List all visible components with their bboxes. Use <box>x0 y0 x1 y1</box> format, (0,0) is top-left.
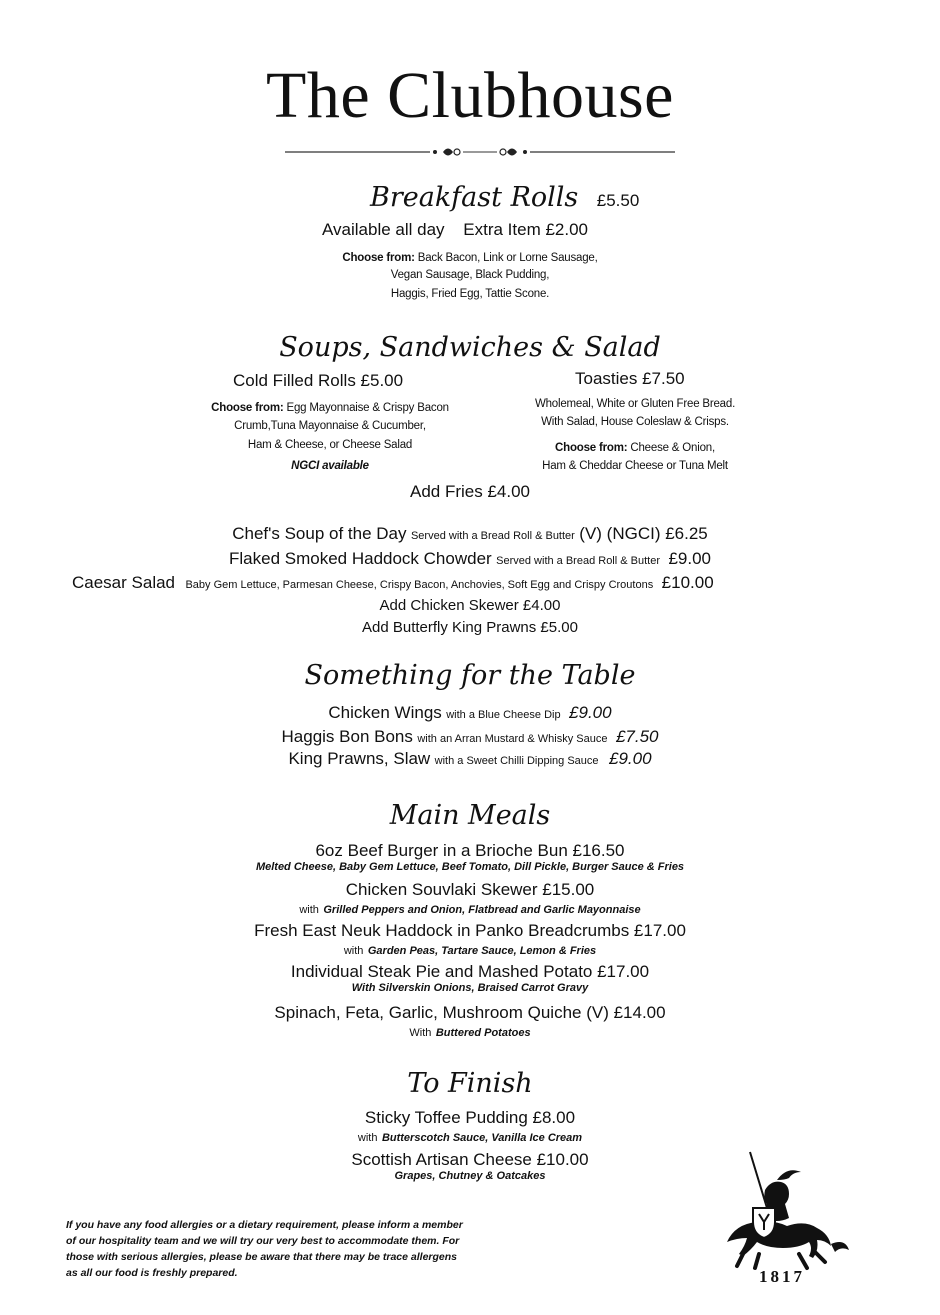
cold-rolls-line3: Ham & Cheese, or Cheese Salad <box>247 439 413 451</box>
knight-logo-icon <box>715 1150 850 1285</box>
cold-rolls-line2: Crumb,Tuna Mayonnaise & Cucumber, <box>234 420 426 432</box>
logo-year: 1817 <box>759 1267 805 1285</box>
dessert-item-name: Scottish Artisan Cheese £10.00 <box>351 1150 589 1169</box>
main-item-name: Chicken Souvlaki Skewer £15.00 <box>345 880 595 899</box>
caesar-name: Caesar Salad <box>72 573 176 592</box>
finish-heading: To Finish <box>407 1068 533 1099</box>
add-fries: Add Fries £4.00 <box>409 482 530 501</box>
table-item: Chicken Wings with a Blue Cheese Dip £9.00 <box>328 703 612 722</box>
caesar-desc: Baby Gem Lettuce, Parmesan Cheese, Crispy Bacon, Anchovies, Soft Egg and Crispy Croutons <box>185 579 654 591</box>
cold-rolls-line1: Choose from: Egg Mayonnaise & Crispy Bacon <box>211 402 449 414</box>
ornamental-divider <box>285 145 675 159</box>
caesar-price: £10.00 <box>661 573 714 592</box>
toasties-line4: Ham & Cheddar Cheese or Tuna Melt <box>542 460 728 472</box>
breakfast-choices-line1: Choose from: Back Bacon, Link or Lorne Sausage, <box>342 252 598 264</box>
mains-heading: Main Meals <box>389 800 551 831</box>
main-item-desc: with Garden Peas, Tartare Sauce, Lemon & Fries <box>343 945 597 957</box>
cold-rolls-title: Cold Filled Rolls £5.00 <box>233 371 404 390</box>
main-item-name: Spinach, Feta, Garlic, Mushroom Quiche (V) £14.00 <box>274 1003 666 1022</box>
toasties-title: Toasties £7.50 <box>575 369 685 388</box>
soup-desc: Served with a Bread Roll & Butter <box>410 530 575 542</box>
main-item-name: Fresh East Neuk Haddock in Panko Breadcrumbs £17.00 <box>254 921 686 940</box>
main-item-desc: With Silverskin Onions, Braised Carrot Gravy <box>351 982 589 994</box>
soup-price: (V) (NGCI) £6.25 <box>579 524 708 543</box>
main-item-desc: With Buttered Potatoes <box>409 1027 531 1039</box>
soup-name: Chef's Soup of the Day <box>232 524 407 543</box>
dessert-item-name: Sticky Toffee Pudding £8.00 <box>364 1108 576 1127</box>
add-chicken: Add Chicken Skewer £4.00 <box>379 597 561 614</box>
table-item: Haggis Bon Bons with an Arran Mustard & Whisky Sauce £7.50 <box>281 727 659 746</box>
main-item-name: 6oz Beef Burger in a Brioche Bun £16.50 <box>315 841 625 860</box>
dessert-item-desc: Grapes, Chutney & Oatcakes <box>394 1170 546 1182</box>
toasties-line2: With Salad, House Coleslaw & Crisps. <box>541 416 729 428</box>
chowder-desc: Served with a Bread Roll & Butter <box>496 555 660 567</box>
caesar-row <box>72 573 714 593</box>
chowder-price: £9.00 <box>668 549 711 568</box>
breakfast-choices-line2: Vegan Sausage, Black Pudding, <box>390 269 550 281</box>
ngci-note: NGCI available <box>291 460 369 472</box>
chowder-row <box>0 549 940 569</box>
breakfast-availability <box>322 220 588 240</box>
breakfast-price: £5.50 <box>596 191 640 210</box>
page-title: The Clubhouse <box>266 59 674 132</box>
choose-from-label: Choose from: <box>342 252 415 264</box>
dessert-item-desc: with Butterscotch Sauce, Vanilla Ice Cream <box>357 1132 583 1144</box>
chowder-name: Flaked Smoked Haddock Chowder <box>229 549 492 568</box>
main-item-desc: with Grilled Peppers and Onion, Flatbread and Garlic Mayonnaise <box>299 904 641 916</box>
add-prawns: Add Butterfly King Prawns £5.00 <box>362 619 578 636</box>
breakfast-available: Available all day <box>322 220 445 239</box>
main-item-name: Individual Steak Pie and Mashed Potato £17.00 <box>290 962 650 981</box>
table-heading: Something for the Table <box>304 660 636 691</box>
breakfast-header <box>370 182 639 213</box>
soup-of-day-row <box>0 524 940 544</box>
soups-heading: Soups, Sandwiches & Salad <box>279 332 661 363</box>
toasties-line3: Choose from: Cheese & Onion, <box>555 442 715 454</box>
table-item: King Prawns, Slaw with a Sweet Chilli Dipping Sauce £9.00 <box>288 749 652 768</box>
allergy-note: If you have any food allergies or a dietary requirement, please inform a member of our hospitality team and we will try our very best to accommodate them. For those with serious allergies, please be aware that there may be trace allergens as all our food is freshly prepared. <box>66 1219 463 1279</box>
breakfast-heading: Breakfast Rolls <box>370 182 579 213</box>
toasties-line1: Wholemeal, White or Gluten Free Bread. <box>534 398 736 410</box>
main-item-desc: Melted Cheese, Baby Gem Lettuce, Beef Tomato, Dill Pickle, Burger Sauce & Fries <box>255 861 685 873</box>
breakfast-extra: Extra Item £2.00 <box>463 220 589 239</box>
breakfast-choices-line3: Haggis, Fried Egg, Tattie Scone. <box>390 288 550 300</box>
